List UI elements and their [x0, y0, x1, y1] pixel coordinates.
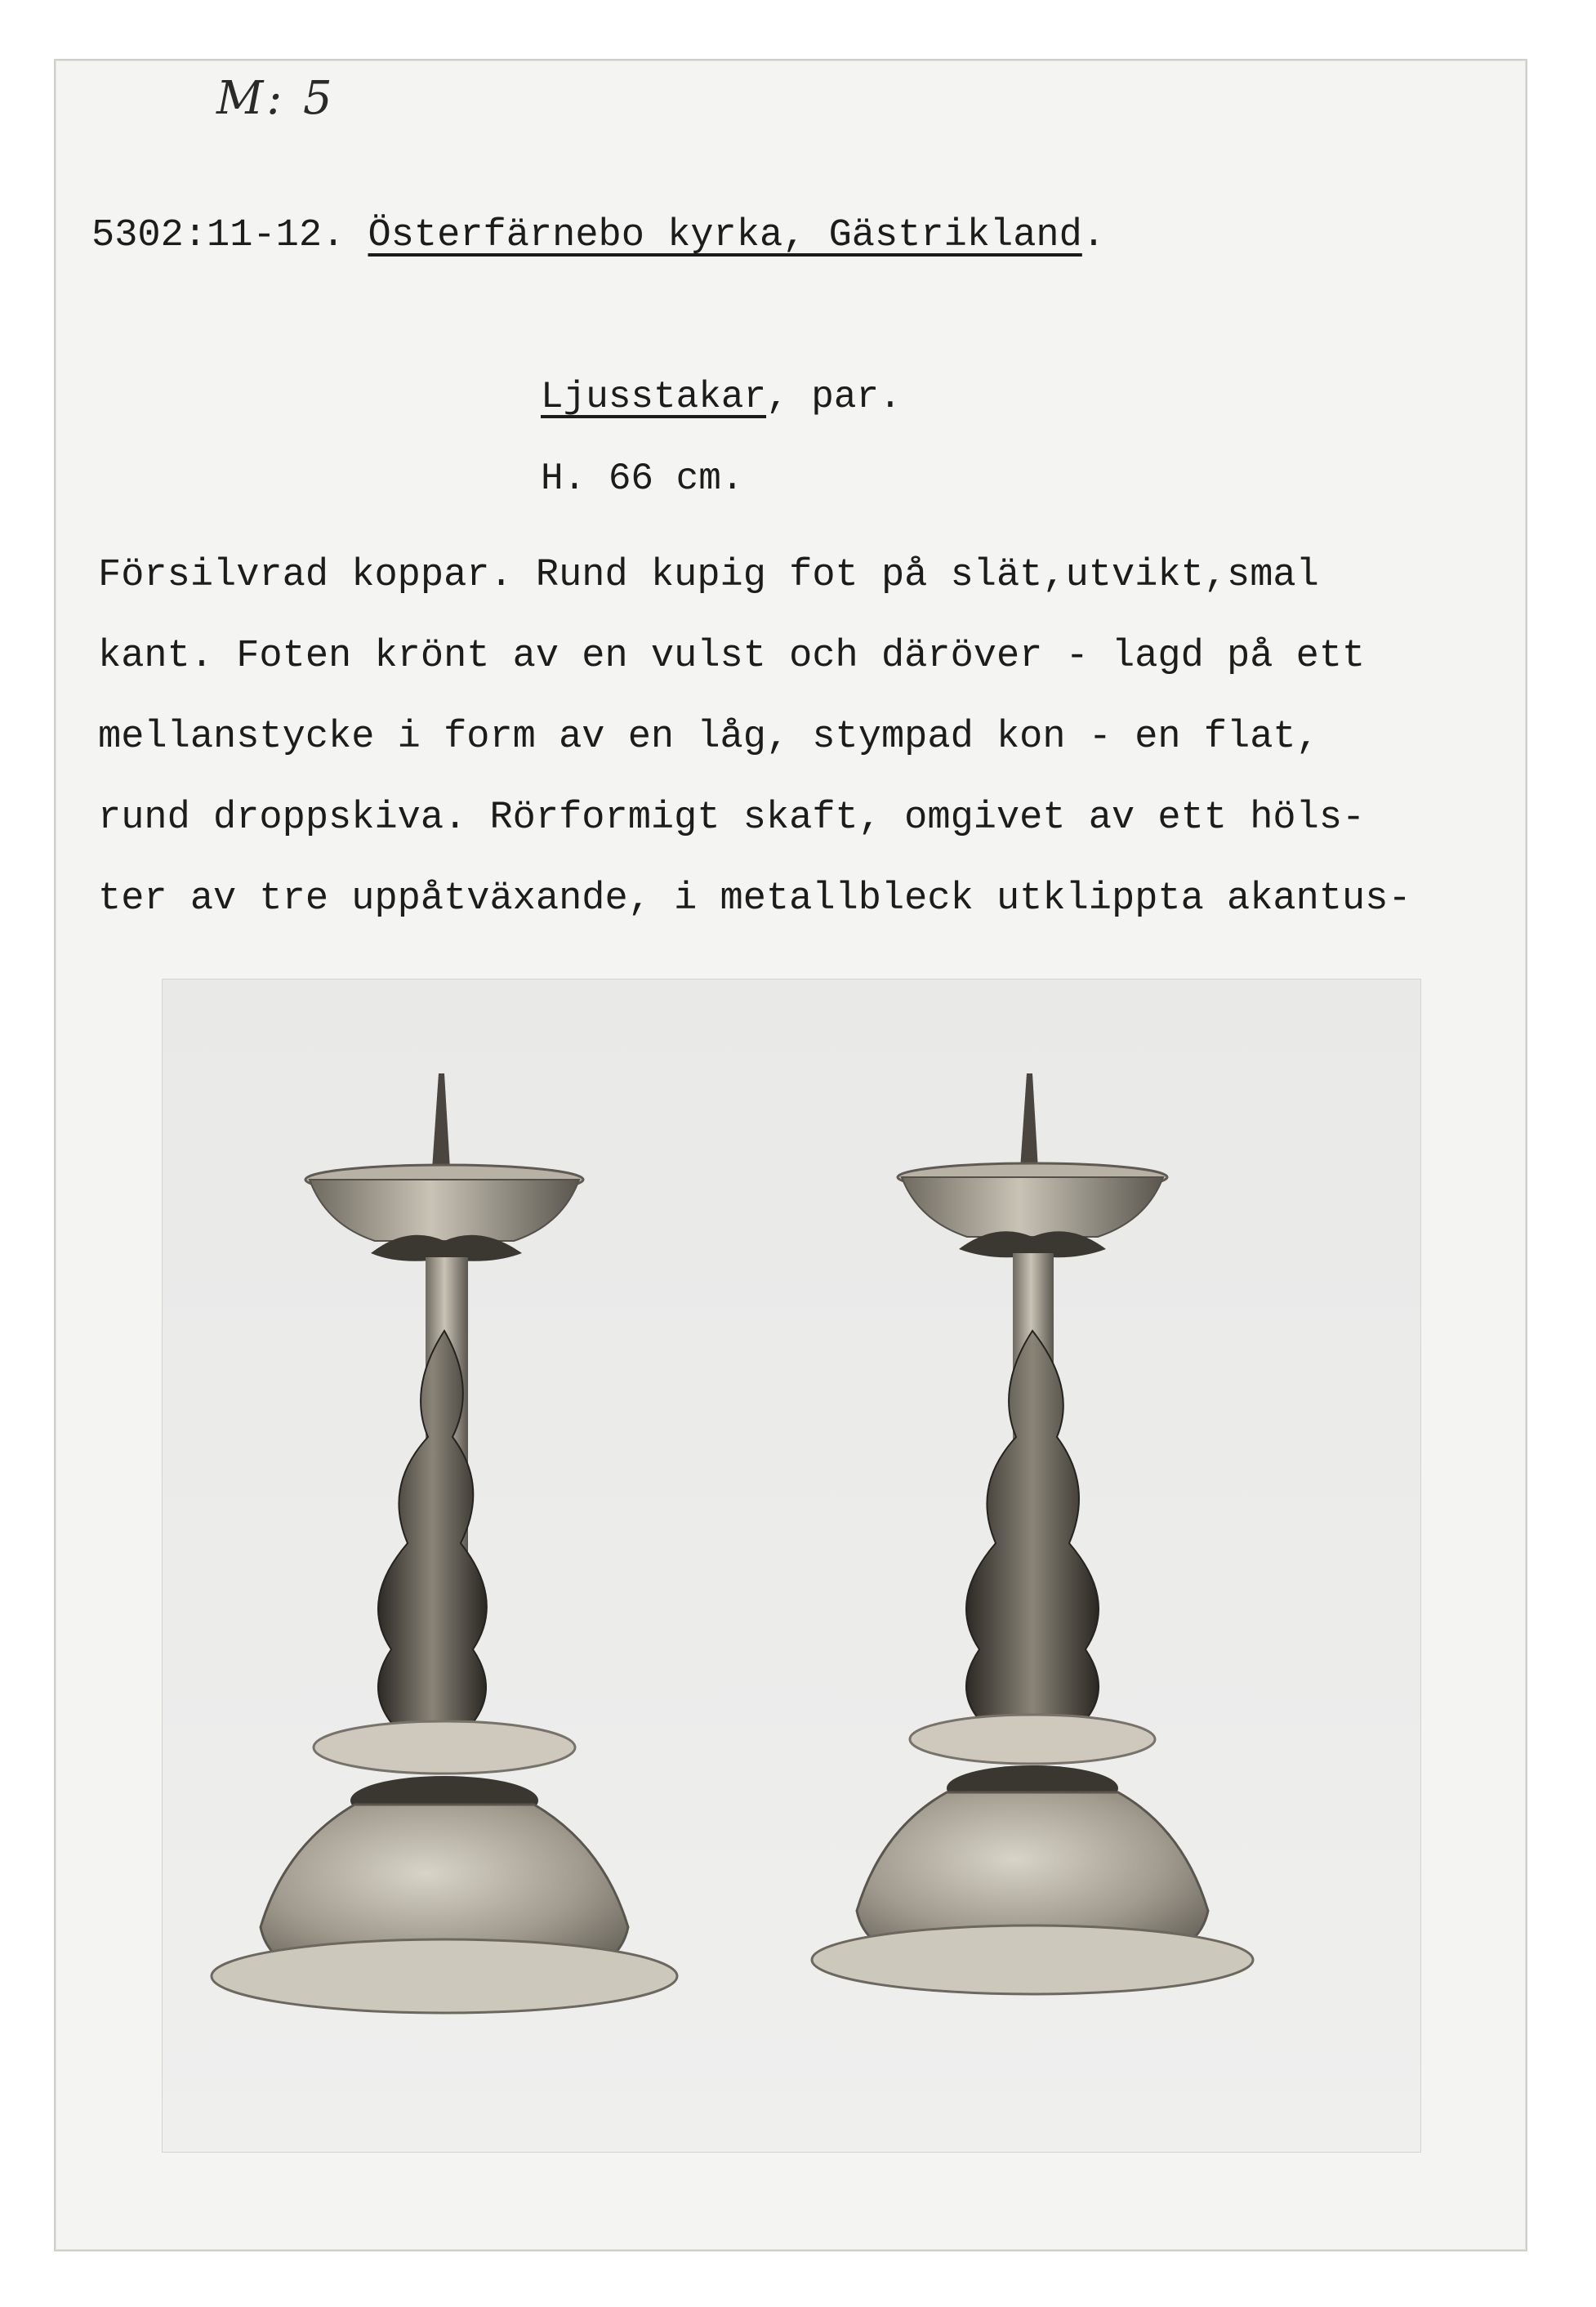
location-end: . — [1081, 214, 1106, 257]
description-line: mellanstycke i form av en låg, stympad kon - en flat, — [98, 716, 1319, 759]
object-name: Ljusstakar — [541, 376, 767, 418]
description-line: rund droppskiva. Rörformigt skaft, omgivet av ett höls- — [98, 797, 1366, 840]
object-qualifier: , par. — [766, 376, 902, 418]
description-line: Försilvrad koppar. Rund kupig fot på slät,utvikt,smal — [98, 554, 1319, 597]
candlestick-left — [212, 1073, 677, 2013]
location-name: Österfärnebo kyrka, Gästrikland — [368, 214, 1082, 257]
catalog-heading — [91, 214, 1105, 257]
catalog-number: 5302:11-12. — [91, 214, 346, 257]
object-height: H. 66 cm. — [541, 457, 744, 500]
candlesticks-illustration — [163, 979, 1420, 2152]
description-line: kant. Foten krönt av en vulst och däröver - lagd på ett — [98, 635, 1366, 678]
description-line: ter av tre uppåtväxande, i metallbleck utklippta akantus- — [98, 877, 1411, 921]
object-title — [541, 376, 902, 418]
handwritten-mark: M: 5 — [216, 72, 336, 125]
description — [98, 535, 1487, 939]
candlesticks-photo — [162, 979, 1421, 2153]
candlestick-right — [812, 1073, 1253, 1994]
